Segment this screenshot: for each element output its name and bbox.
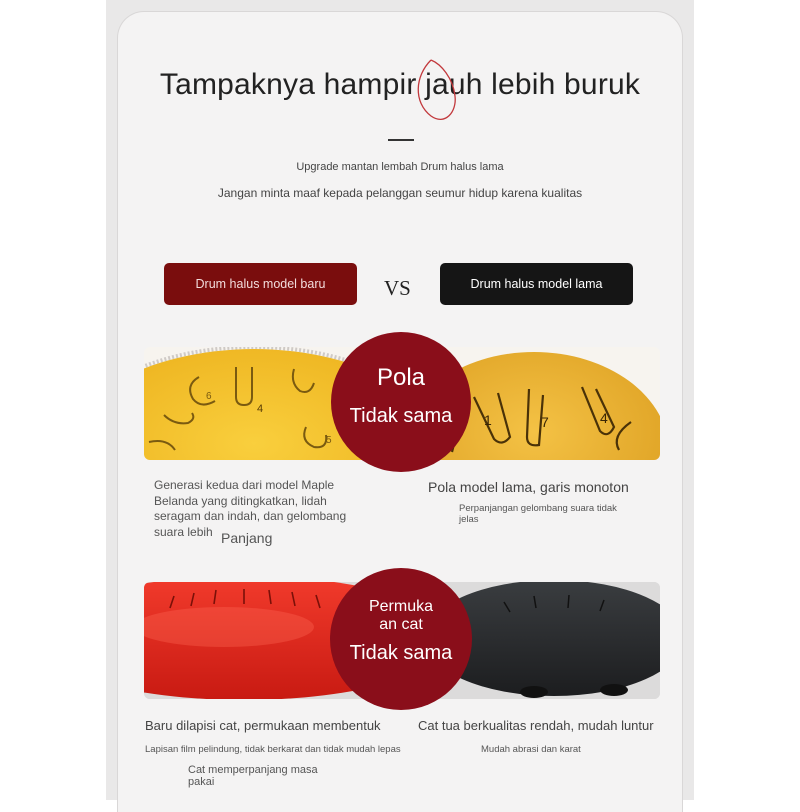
page-title: Tampaknya hampir jauh lebih buruk (159, 68, 641, 101)
title-divider (388, 139, 414, 141)
left-margin (0, 0, 106, 800)
paint-circle-line-3: Tidak sama (349, 642, 453, 664)
scribble-decoration (411, 56, 463, 124)
new-model-badge: Drum halus model baru (164, 263, 357, 305)
new-pattern-description: Generasi kedua dari model Maple Belanda yang ditingkatkan, lidah seragam dan indah, dan gelombang suara lebih (154, 478, 347, 539)
paint-circle-line-1: Permuka (368, 598, 434, 615)
old-paint-subtitle: Mudah abrasi dan karat (481, 744, 581, 755)
paint-highlight-circle (330, 568, 472, 710)
old-pattern-title: Pola model lama, garis monoton (428, 479, 629, 495)
subtitle-line-2: Jangan minta maaf kepada pelanggan seumur hidup karena kualitas (217, 186, 583, 200)
old-model-badge: Drum halus model lama (440, 263, 633, 305)
subtitle-line-1: Upgrade mantan lembah Drum halus lama (296, 161, 504, 173)
old-drum-number-3: 4 (600, 410, 608, 426)
old-drum-number-2: 7 (541, 414, 549, 430)
old-drum-number-1: 1 (484, 412, 492, 428)
pattern-circle-line-1: Pola (376, 364, 426, 391)
new-drum-number-3: 5 (326, 435, 332, 446)
new-paint-title: Baru dilapisi cat, permukaan membentuk (145, 718, 381, 733)
paint-circle-line-2: an cat (379, 616, 423, 633)
new-drum-number-1: 6 (206, 391, 212, 402)
old-paint-title: Cat tua berkualitas rendah, mudah luntur (418, 718, 654, 733)
new-paint-extra: Cat memperpanjang masa pakai (188, 764, 318, 788)
pattern-highlight-circle (331, 332, 471, 472)
right-margin (694, 0, 800, 800)
vs-label: VS (384, 276, 411, 300)
new-paint-subtitle: Lapisan film pelindung, tidak berkarat dan tidak mudah lepas (145, 744, 401, 755)
new-pattern-extra: Panjang (221, 530, 273, 546)
pattern-circle-line-2: Tidak sama (349, 405, 453, 427)
old-pattern-subtitle: Perpanjangan gelombang suara tidak jelas (459, 503, 617, 525)
new-drum-number-2: 4 (257, 403, 264, 415)
